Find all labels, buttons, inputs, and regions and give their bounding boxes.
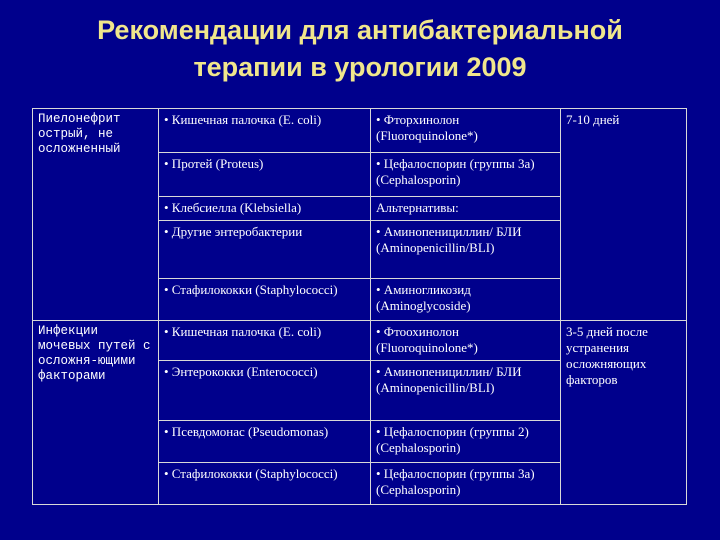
duration-cell: 3-5 дней после устранения осложняющих факторов — [561, 321, 687, 505]
drug-cell: • Фторхинолон (Fluoroquinolone*) — [371, 109, 561, 153]
duration-cell: 7-10 дней — [561, 109, 687, 321]
pathogen-cell: • Другие энтеробактерии — [159, 221, 371, 279]
pathogen-cell: • Стафилококки (Staphylococci) — [159, 463, 371, 505]
pathogen-cell: • Энтерококки (Enterococci) — [159, 361, 371, 421]
drug-cell: • Аминопенициллин/ БЛИ (Aminopenicillin/BLI) — [371, 361, 561, 421]
pathogen-cell: • Клебсиелла (Klebsiella) — [159, 197, 371, 221]
pathogen-cell: • Кишечная палочка (E. coli) — [159, 321, 371, 361]
drug-cell: Альтернативы: — [371, 197, 561, 221]
table-row — [33, 109, 687, 153]
drug-cell: • Цефалоспорин (группы 2) (Cephalosporin) — [371, 421, 561, 463]
therapy-table — [32, 108, 687, 505]
page-title — [0, 12, 720, 86]
pathogen-cell: • Псевдомонас (Pseudomonas) — [159, 421, 371, 463]
title-line-2: терапии в урологии 2009 — [193, 52, 527, 82]
drug-cell: • Цефалоспорин (группы 3а) (Cephalosporin) — [371, 463, 561, 505]
drug-cell: • Цефалоспорин (группы 3а) (Cephalosporin) — [371, 153, 561, 197]
pathogen-cell: • Кишечная палочка (E. coli) — [159, 109, 371, 153]
title-line-1: Рекомендации для антибактериальной — [97, 15, 623, 45]
pathogen-cell: • Стафилококки (Staphylococci) — [159, 279, 371, 321]
diagnosis-cell: Пиелонефрит острый, не осложненный — [33, 109, 159, 321]
drug-cell: • Аминогликозид (Aminoglycoside) — [371, 279, 561, 321]
pathogen-cell: • Протей (Proteus) — [159, 153, 371, 197]
diagnosis-cell: Инфекции мочевых путей с осложня-ющими факторами — [33, 321, 159, 505]
drug-cell: • Аминопенициллин/ БЛИ (Aminopenicillin/BLI) — [371, 221, 561, 279]
drug-cell: • Фтоохинолон (Fluoroquinolone*) — [371, 321, 561, 361]
table-row — [33, 321, 687, 361]
